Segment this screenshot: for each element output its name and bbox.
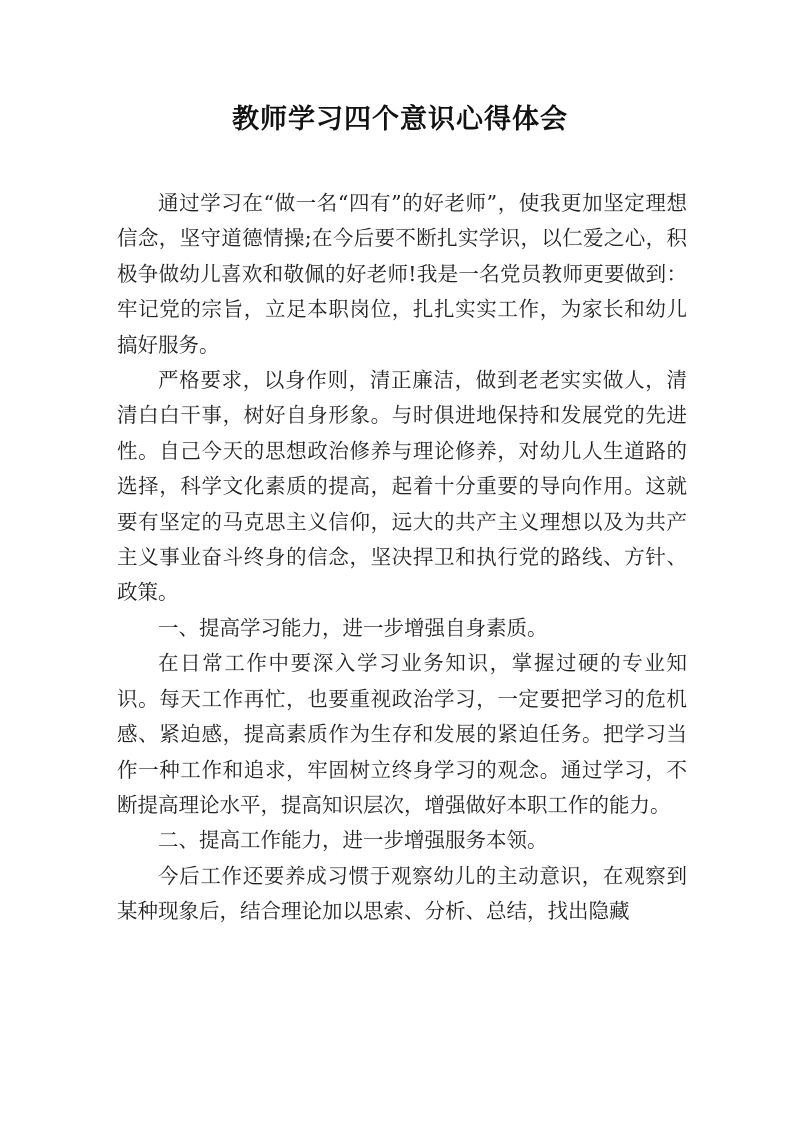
section-heading: 一、提高学习能力，进一步增强自身素质。	[158, 615, 548, 640]
paragraph: 通过学习在“做一名“四有”的好老师”，使我更加坚定理想信念，坚守道德情操;在今后要不断扎实学识，以仁爱之心，积极争做幼儿喜欢和敬佩的好老师!我是一名党员教师更要做到：牢记党的宗旨，立足本职岗位，扎扎实实工作，为家长和幼儿搞好服务。	[117, 191, 687, 357]
section-heading: 二、提高工作能力，进一步增强服务本领。	[158, 828, 548, 853]
paragraph: 严格要求，以身作则，清正廉洁，做到老老实实做人，清清白白干事，树好自身形象。与时俱进地保持和发展党的先进性。自己今天的思想政治修养与理论修养，对幼儿人生道路的选择，科学文化素质的提高，起着十分重要的导向作用。这就要有坚定的马克思主义信仰，远大的共产主义理想以及为共产主义事业奋斗终身的信念，坚决捍卫和执行党的路线、方针、政策。	[117, 368, 687, 605]
document-body	[117, 186, 687, 930]
paragraph: 今后工作还要养成习惯于观察幼儿的主动意识，在观察到某种现象后，结合理论加以思索、分析、总结，找出隐藏	[117, 863, 687, 924]
document-title: 教师学习四个意识心得体会	[232, 104, 568, 135]
paragraph: 在日常工作中要深入学习业务知识，掌握过硬的专业知识。每天工作再忙，也要重视政治学习，一定要把学习的危机感、紧迫感，提高素质作为生存和发展的紧迫任务。把学习当作一种工作和追求，牢固树立终身学习的观念。通过学习，不断提高理论水平，提高知识层次，增强做好本职工作的能力。	[117, 651, 687, 817]
